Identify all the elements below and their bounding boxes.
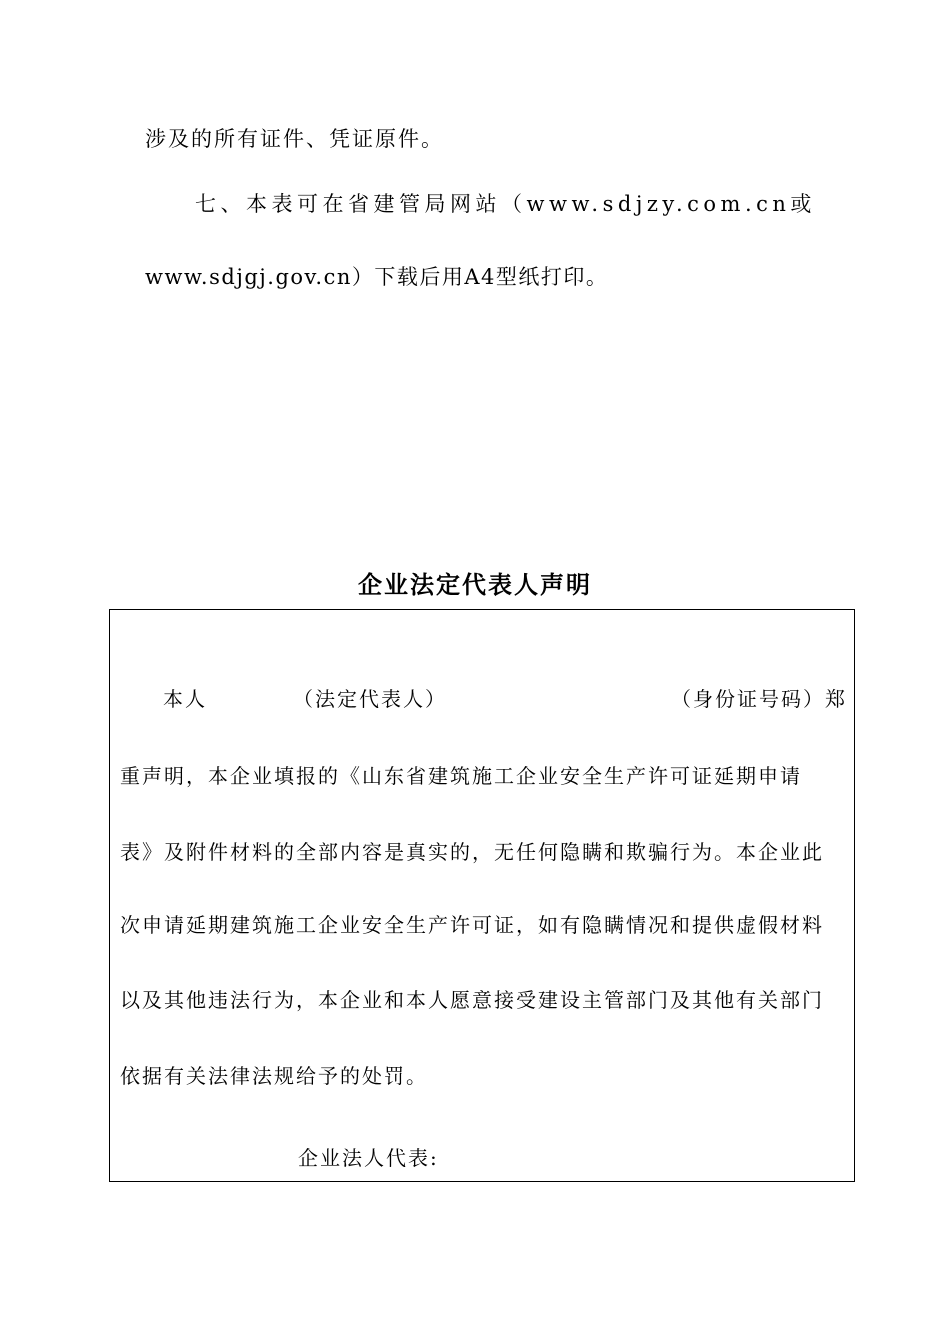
note-line-3: www.sdjgj.gov.cn）下载后用A4型纸打印。 [145,265,609,289]
declaration-body-line: 次申请延期建筑施工企业安全生产许可证，如有隐瞒情况和提供虚假材料 [120,913,824,937]
legal-rep-label: （法定代表人） [293,687,447,711]
declaration-body-line: 以及其他违法行为，本企业和本人愿意接受建设主管部门及其他有关部门 [120,988,824,1012]
declaration-box [109,609,855,1182]
signature-label: 企业法人代表: [298,1146,439,1170]
declaration-title: 企业法定代表人声明 [358,571,592,599]
note-line-2: 七、本表可在省建管局网站（www.sdjzy.com.cn或 [195,192,816,216]
declaration-intro-prefix: 本人 [163,687,207,711]
id-number-label: （身份证号码）郑 [671,687,847,711]
declaration-body-line: 依据有关法律法规给予的处罚。 [120,1064,428,1088]
note-line-1: 涉及的所有证件、凭证原件。 [145,127,444,151]
declaration-body-line: 重声明，本企业填报的《山东省建筑施工企业安全生产许可证延期申请 [120,764,802,788]
declaration-body-line: 表》及附件材料的全部内容是真实的，无任何隐瞒和欺骗行为。本企业此 [120,840,824,864]
